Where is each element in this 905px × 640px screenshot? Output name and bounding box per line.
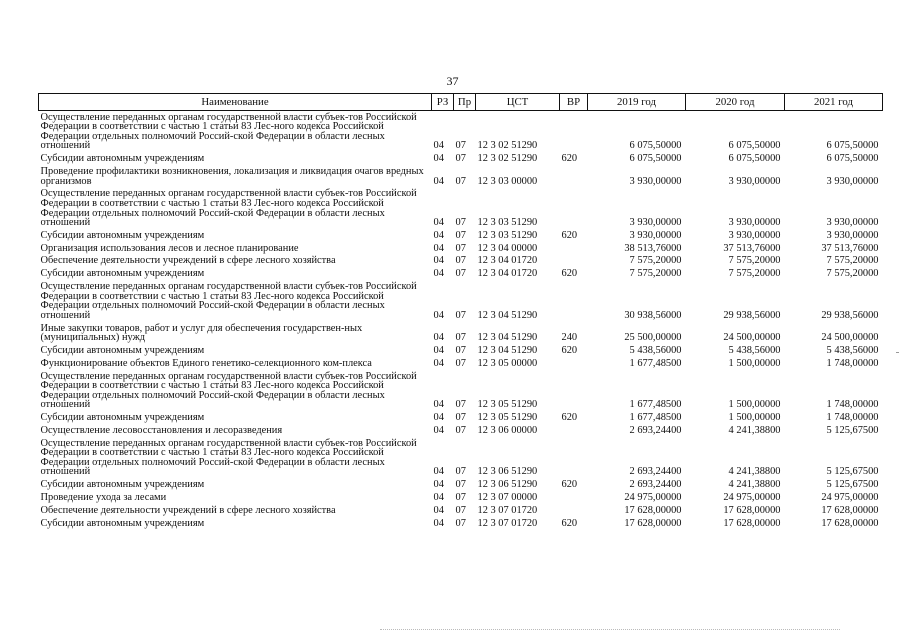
cell-y2020: 6 075,50000	[728, 153, 781, 165]
cell-y2020: 7 575,20000	[728, 255, 781, 267]
cell-y2021: 5 125,67500	[826, 479, 879, 491]
cell-y2019: 2 693,24400	[629, 466, 682, 478]
cell-pr: 07	[455, 504, 466, 516]
cell-y2020: 4 241,38800	[728, 466, 781, 478]
cell-cst: 12 3 07 01720	[477, 504, 538, 516]
cell-y2019: 1 677,48500	[629, 357, 682, 369]
cell-cst: 12 3 04 51290	[477, 309, 538, 321]
cell-y2021: 6 075,50000	[826, 140, 879, 152]
cell-vr: 620	[561, 229, 578, 241]
cell-name: Проведение профилактики возникновения, локализация и ликвидация очагов вредных организмов	[40, 165, 424, 187]
cell-pr: 07	[455, 217, 466, 229]
cell-y2020: 24 975,00000	[723, 491, 781, 503]
cell-rz: 04	[433, 479, 444, 491]
table-row	[39, 357, 883, 370]
cell-y2019: 1 677,48500	[629, 412, 682, 424]
cell-rz: 04	[433, 217, 444, 229]
table-row	[39, 188, 883, 230]
table-row	[39, 255, 883, 268]
cell-cst: 12 3 06 51290	[477, 479, 538, 491]
cell-vr	[560, 111, 588, 153]
cell-y2021: 1 748,00000	[826, 357, 879, 369]
header-cst: ЦСТ	[476, 94, 560, 111]
cell-rz: 04	[433, 491, 444, 503]
table-row	[39, 504, 883, 517]
cell-rz: 04	[433, 332, 444, 344]
cell-rz: 04	[433, 268, 444, 280]
margin-mark	[896, 352, 899, 353]
cell-cst: 12 3 06 00000	[477, 424, 538, 436]
cell-cst: 12 3 04 01720	[477, 255, 538, 267]
cell-rz: 04	[433, 399, 444, 411]
cell-pr: 07	[455, 153, 466, 165]
cell-name: Осуществление лесовосстановления и лесоразведения	[40, 424, 283, 436]
cell-vr: 620	[561, 517, 578, 529]
scan-artifact	[380, 629, 840, 633]
cell-pr: 07	[455, 479, 466, 491]
cell-y2021: 6 075,50000	[826, 153, 879, 165]
table-row	[39, 153, 883, 166]
cell-vr: 620	[561, 268, 578, 280]
cell-y2020: 1 500,00000	[728, 412, 781, 424]
cell-name: Осуществление переданных органам государственной власти субъек-тов Российской Федерации в соответствии с частью 1 статьи 83 Лес-ного кодекса Российской Федерации отдельных полномочий Россий-ской Федерации в области лесных отношений	[40, 188, 417, 229]
cell-name: Осуществление переданных органам государственной власти субъек-тов Российской Федерации в соответствии с частью 1 статьи 83 Лес-ного кодекса Российской Федерации отдельных полномочий Россий-ской Федерации в области лесных отношений	[40, 370, 417, 411]
cell-y2019: 7 575,20000	[629, 268, 682, 280]
cell-rz: 04	[433, 255, 444, 267]
cell-y2020: 5 438,56000	[728, 344, 781, 356]
cell-y2021: 37 513,76000	[821, 242, 879, 254]
table-row	[39, 437, 883, 479]
cell-y2020: 3 930,00000	[728, 175, 781, 187]
cell-rz: 04	[433, 424, 444, 436]
cell-cst: 12 3 07 00000	[477, 491, 538, 503]
cell-pr: 07	[455, 268, 466, 280]
cell-y2020: 17 628,00000	[723, 517, 781, 529]
cell-y2019: 2 693,24400	[629, 479, 682, 491]
cell-y2021: 3 930,00000	[826, 217, 879, 229]
cell-y2019: 5 438,56000	[629, 344, 682, 356]
cell-cst: 12 3 03 51290	[477, 217, 538, 229]
cell-vr	[560, 357, 588, 370]
cell-y2019: 6 075,50000	[629, 140, 682, 152]
cell-rz: 04	[433, 412, 444, 424]
cell-rz: 04	[433, 466, 444, 478]
cell-y2020: 7 575,20000	[728, 268, 781, 280]
cell-name: Субсидии автономным учреждениям	[40, 153, 205, 165]
cell-y2021: 1 748,00000	[826, 399, 879, 411]
cell-name: Субсидии автономным учреждениям	[40, 229, 205, 241]
cell-name: Функционирование объектов Единого генетико-селекционного ком-плекса	[40, 357, 372, 369]
header-rz: РЗ	[432, 94, 454, 111]
cell-vr	[560, 165, 588, 187]
cell-cst: 12 3 05 00000	[477, 357, 538, 369]
cell-pr: 07	[455, 332, 466, 344]
cell-y2020: 17 628,00000	[723, 504, 781, 516]
cell-cst: 12 3 04 00000	[477, 242, 538, 254]
cell-pr: 07	[455, 357, 466, 369]
cell-y2020: 6 075,50000	[728, 140, 781, 152]
cell-y2019: 3 930,00000	[629, 175, 682, 187]
header-name: Наименование	[39, 94, 432, 111]
cell-y2020: 3 930,00000	[728, 229, 781, 241]
cell-cst: 12 3 04 51290	[477, 332, 538, 344]
cell-y2021: 5 125,67500	[826, 424, 879, 436]
cell-pr: 07	[455, 466, 466, 478]
cell-y2019: 17 628,00000	[624, 517, 682, 529]
cell-name: Проведение ухода за лесами	[40, 491, 167, 503]
cell-vr: 240	[561, 332, 578, 344]
cell-pr: 07	[455, 255, 466, 267]
cell-cst: 12 3 05 51290	[477, 412, 538, 424]
cell-rz: 04	[433, 504, 444, 516]
cell-pr: 07	[455, 140, 466, 152]
cell-y2021: 24 975,00000	[821, 491, 879, 503]
cell-y2019: 38 513,76000	[624, 242, 682, 254]
cell-name: Обеспечение деятельности учреждений в сфере лесного хозяйства	[40, 255, 336, 267]
cell-pr: 07	[455, 309, 466, 321]
cell-y2019: 1 677,48500	[629, 399, 682, 411]
table-row	[39, 229, 883, 242]
cell-pr: 07	[455, 399, 466, 411]
budget-table	[38, 93, 883, 530]
cell-name: Осуществление переданных органам государственной власти субъек-тов Российской Федерации в соответствии с частью 1 статьи 83 Лес-ного кодекса Российской Федерации отдельных полномочий Россий-ской Федерации в области лесных отношений	[40, 437, 417, 478]
cell-vr: 620	[561, 412, 578, 424]
table-row	[39, 424, 883, 437]
cell-cst: 12 3 04 01720	[477, 268, 538, 280]
table-row	[39, 411, 883, 424]
cell-y2021: 7 575,20000	[826, 268, 879, 280]
table-row	[39, 111, 883, 153]
table-row	[39, 491, 883, 504]
cell-y2021: 3 930,00000	[826, 229, 879, 241]
cell-name: Субсидии автономным учреждениям	[40, 268, 205, 280]
cell-vr	[560, 424, 588, 437]
cell-vr	[560, 437, 588, 479]
cell-name: Обеспечение деятельности учреждений в сфере лесного хозяйства	[40, 504, 336, 516]
cell-name: Организация использования лесов и лесное планирование	[40, 242, 299, 254]
cell-cst: 12 3 04 51290	[477, 344, 538, 356]
cell-pr: 07	[455, 242, 466, 254]
cell-vr	[560, 188, 588, 230]
cell-cst: 12 3 07 01720	[477, 517, 538, 529]
cell-y2021: 17 628,00000	[821, 504, 879, 516]
header-2020: 2020 год	[686, 94, 785, 111]
header-pr: Пр	[454, 94, 476, 111]
cell-vr: 620	[561, 344, 578, 356]
cell-y2021: 5 125,67500	[826, 466, 879, 478]
cell-name: Субсидии автономным учреждениям	[40, 412, 205, 424]
cell-y2019: 30 938,56000	[624, 309, 682, 321]
cell-rz: 04	[433, 517, 444, 529]
cell-vr: 620	[561, 153, 578, 165]
cell-rz: 04	[433, 140, 444, 152]
table-row	[39, 370, 883, 412]
table-row	[39, 165, 883, 187]
header-2021: 2021 год	[785, 94, 883, 111]
cell-y2021: 1 748,00000	[826, 412, 879, 424]
header-vr: ВР	[560, 94, 588, 111]
table-row	[39, 268, 883, 281]
cell-y2019: 24 975,00000	[624, 491, 682, 503]
cell-cst: 12 3 03 51290	[477, 229, 538, 241]
cell-y2019: 17 628,00000	[624, 504, 682, 516]
cell-pr: 07	[455, 344, 466, 356]
cell-cst: 12 3 03 00000	[477, 175, 538, 187]
cell-pr: 07	[455, 412, 466, 424]
cell-y2019: 3 930,00000	[629, 217, 682, 229]
header-2019: 2019 год	[588, 94, 686, 111]
cell-vr	[560, 491, 588, 504]
cell-vr	[560, 280, 588, 322]
cell-y2020: 4 241,38800	[728, 479, 781, 491]
cell-pr: 07	[455, 175, 466, 187]
cell-name: Субсидии автономным учреждениям	[40, 344, 205, 356]
cell-vr	[560, 504, 588, 517]
cell-y2019: 2 693,24400	[629, 424, 682, 436]
cell-rz: 04	[433, 242, 444, 254]
cell-rz: 04	[433, 309, 444, 321]
cell-y2020: 1 500,00000	[728, 399, 781, 411]
cell-rz: 04	[433, 153, 444, 165]
cell-pr: 07	[455, 424, 466, 436]
cell-y2021: 3 930,00000	[826, 175, 879, 187]
cell-y2020: 4 241,38800	[728, 424, 781, 436]
table-body	[39, 111, 883, 530]
cell-vr	[560, 242, 588, 255]
cell-name: Субсидии автономным учреждениям	[40, 479, 205, 491]
cell-y2019: 3 930,00000	[629, 229, 682, 241]
cell-cst: 12 3 05 51290	[477, 399, 538, 411]
table-row	[39, 479, 883, 492]
cell-pr: 07	[455, 229, 466, 241]
cell-name: Иные закупки товаров, работ и услуг для обеспечения государствен-ных (муниципальных) нужд	[40, 322, 363, 344]
cell-name: Осуществление переданных органам государственной власти субъек-тов Российской Федерации в соответствии с частью 1 статьи 83 Лес-ного кодекса Российской Федерации отдельных полномочий Россий-ской Федерации в области лесных отношений	[40, 281, 417, 321]
cell-pr: 07	[455, 517, 466, 529]
cell-y2021: 7 575,20000	[826, 255, 879, 267]
table-row	[39, 322, 883, 344]
cell-y2020: 3 930,00000	[728, 217, 781, 229]
cell-rz: 04	[433, 229, 444, 241]
cell-y2021: 5 438,56000	[826, 344, 879, 356]
cell-y2021: 24 500,00000	[821, 332, 879, 344]
cell-name: Субсидии автономным учреждениям	[40, 517, 205, 529]
cell-vr	[560, 255, 588, 268]
cell-name: Осуществление переданных органам государственной власти субъек-тов Российской Федерации в соответствии с частью 1 статьи 83 Лес-ного кодекса Российской Федерации отдельных полномочий Россий-ской Федерации в области лесных отношений	[40, 111, 417, 152]
cell-y2020: 37 513,76000	[723, 242, 781, 254]
cell-pr: 07	[455, 491, 466, 503]
cell-cst: 12 3 02 51290	[477, 140, 538, 152]
budget-table-container	[38, 93, 882, 530]
cell-y2019: 7 575,20000	[629, 255, 682, 267]
cell-y2021: 29 938,56000	[821, 309, 879, 321]
cell-rz: 04	[433, 357, 444, 369]
header-row	[39, 94, 883, 111]
cell-y2019: 25 500,00000	[624, 332, 682, 344]
table-row	[39, 344, 883, 357]
table-row	[39, 280, 883, 322]
cell-y2020: 29 938,56000	[723, 309, 781, 321]
cell-y2019: 6 075,50000	[629, 153, 682, 165]
cell-y2020: 1 500,00000	[728, 357, 781, 369]
page-number: 37	[446, 74, 459, 88]
cell-y2021: 17 628,00000	[821, 517, 879, 529]
cell-vr	[560, 370, 588, 412]
cell-rz: 04	[433, 175, 444, 187]
table-row	[39, 517, 883, 530]
cell-rz: 04	[433, 344, 444, 356]
cell-vr: 620	[561, 479, 578, 491]
cell-y2020: 24 500,00000	[723, 332, 781, 344]
table-row	[39, 242, 883, 255]
cell-cst: 12 3 06 51290	[477, 466, 538, 478]
cell-cst: 12 3 02 51290	[477, 153, 538, 165]
